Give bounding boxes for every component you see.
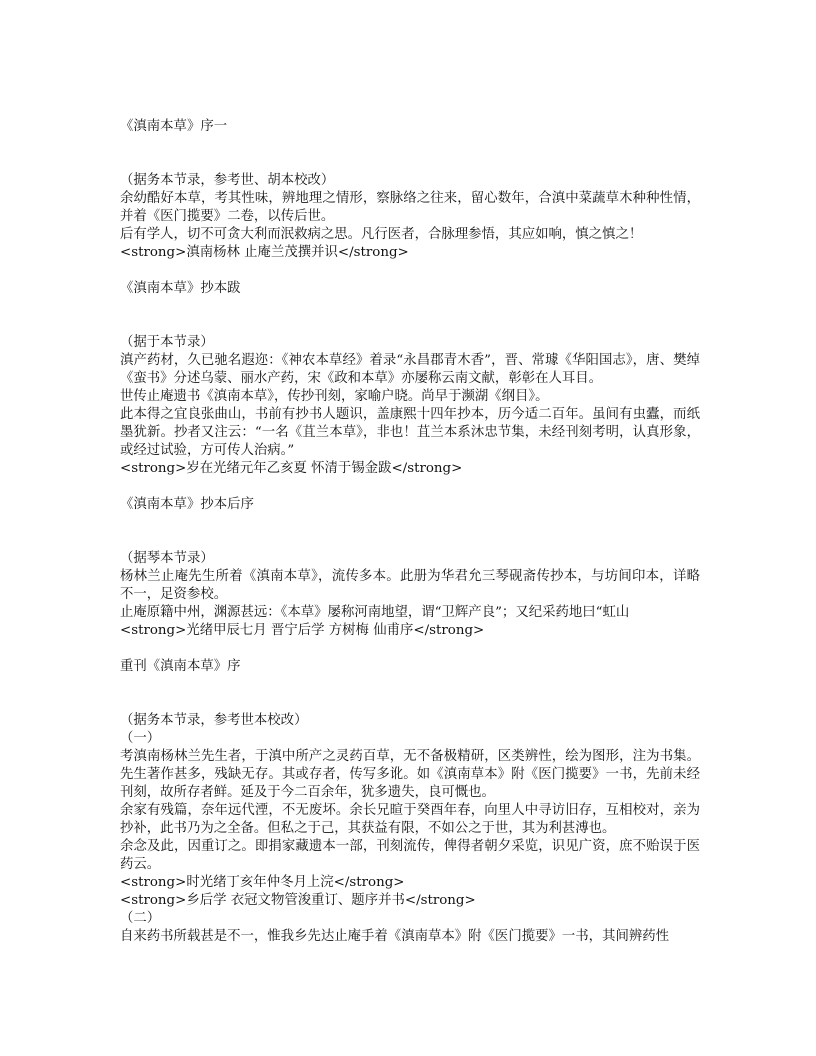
paragraph: 余幼酷好本草，考其性味，辨地理之情形，察脉络之往来，留心数年，合滇中菜蔬草木种种性情，并着《医门揽要》二卷，以传后世。 [120,191,700,224]
paragraph: 考滇南杨林兰先生者，于滇中所产之灵药百草，无不备极精研，区类辨性，绘为图形，注为书集。先生著作甚多，残缺无存。其或存者，传写多讹。如《滇南草本》附《医门揽要》一书，先前未经刊刻，故所存者鲜。延及于今二百余年，犹多遗失，良可慨也。 [120,749,700,800]
spacer [120,298,700,334]
source-note: （据琴本节录） [120,551,214,566]
source-note: （据务本节录，参考世、胡本校改） [120,173,335,188]
section-manuscript-afterword [120,496,700,640]
paragraph: 后有学人，切不可贪大利而泯救病之思。凡行医者，合脉理参悟，其应如响，慎之慎之！ [120,227,643,242]
source-note: （据务本节录，参考世本校改） [120,713,308,728]
paragraph: 世传止庵遗书《滇南本草》，传抄刊刻，家喻户晓。尚早于濒湖《纲目》。 [120,389,549,404]
section-manuscript-postscript [120,280,700,478]
spacer [120,676,700,712]
paragraph: 余家有残篇，奈年远代湮，不无废坏。余长兄暄于癸酉年春，向里人中寻访旧存，互相校对，亲为抄补，此书乃为之全备。但私之于己，其获益有限，不如公之于世，其为利甚溥也。 [120,803,700,836]
paragraph: 此本得之宜良张曲山，书前有抄书人题识，盖康熙十四年抄本，历今适二百年。虽间有虫蠹，而纸墨犹新。抄者又注云：“一名《苴兰本草》，非也！苴兰本系沐忠节集，未经刊刻考明，认真形象，或经过试验，方可传人治病。” [120,407,700,458]
paragraph: 杨林兰止庵先生所着《滇南本草》，流传多本。此册为华君允三琴砚斋传抄本，与坊间印本，详略不一，足资参校。 [120,569,700,602]
spacer [120,478,700,496]
section-heading: 《滇南本草》抄本后序 [120,497,254,512]
spacer [120,262,700,280]
paragraph: 自来药书所载甚是不一，惟我乡先达止庵手着《滇南草本》附《医门揽要》一书，其间辨药性 [120,929,670,944]
section-reprint-preface [120,658,700,946]
spacer [120,514,700,550]
signature: <strong>岁在光绪元年乙亥夏 怀清于锡金跋</strong> [120,461,463,476]
signature: <strong>光绪甲辰七月 晋宁后学 方树梅 仙甫序</strong> [120,623,485,638]
section-heading: 《滇南本草》抄本跋 [120,281,241,296]
part-label: （二） [120,911,161,926]
paragraph: 止庵原籍中州，渊源甚远：《本草》屡称河南地望，谓“卫辉产良”；又纪采药地曰“虹山 [120,605,630,620]
signature: <strong>滇南杨林 止庵兰茂撰并识</strong> [120,245,409,260]
document-page [120,118,700,946]
section-heading: 《滇南本草》序一 [120,119,228,134]
signature: <strong>时光绪丁亥年仲冬月上浣</strong> [120,875,405,890]
part-label: （一） [120,731,161,746]
spacer [120,640,700,658]
source-note: （据于本节录） [120,335,214,350]
paragraph: 余念及此，因重订之。即捐家藏遗本一部，刊刻流传，俾得者朝夕采览，识见广资，庶不贻误于医药云。 [120,839,700,872]
spacer [120,136,700,172]
paragraph: 滇产药材，久已驰名遐迩：《神农本草经》着录“永昌郡青木香”，晋、常璩《华阳国志》，唐、樊绰《蛮书》分述乌蒙、丽水产药，宋《政和本草》亦屡称云南文献，彰彰在人耳目。 [120,353,700,386]
signature: <strong>乡后学 衣冠文物管浚重订、题序并书</strong> [120,893,476,908]
section-heading: 重刊《滇南本草》序 [120,659,241,674]
section-preface-one [120,118,700,262]
